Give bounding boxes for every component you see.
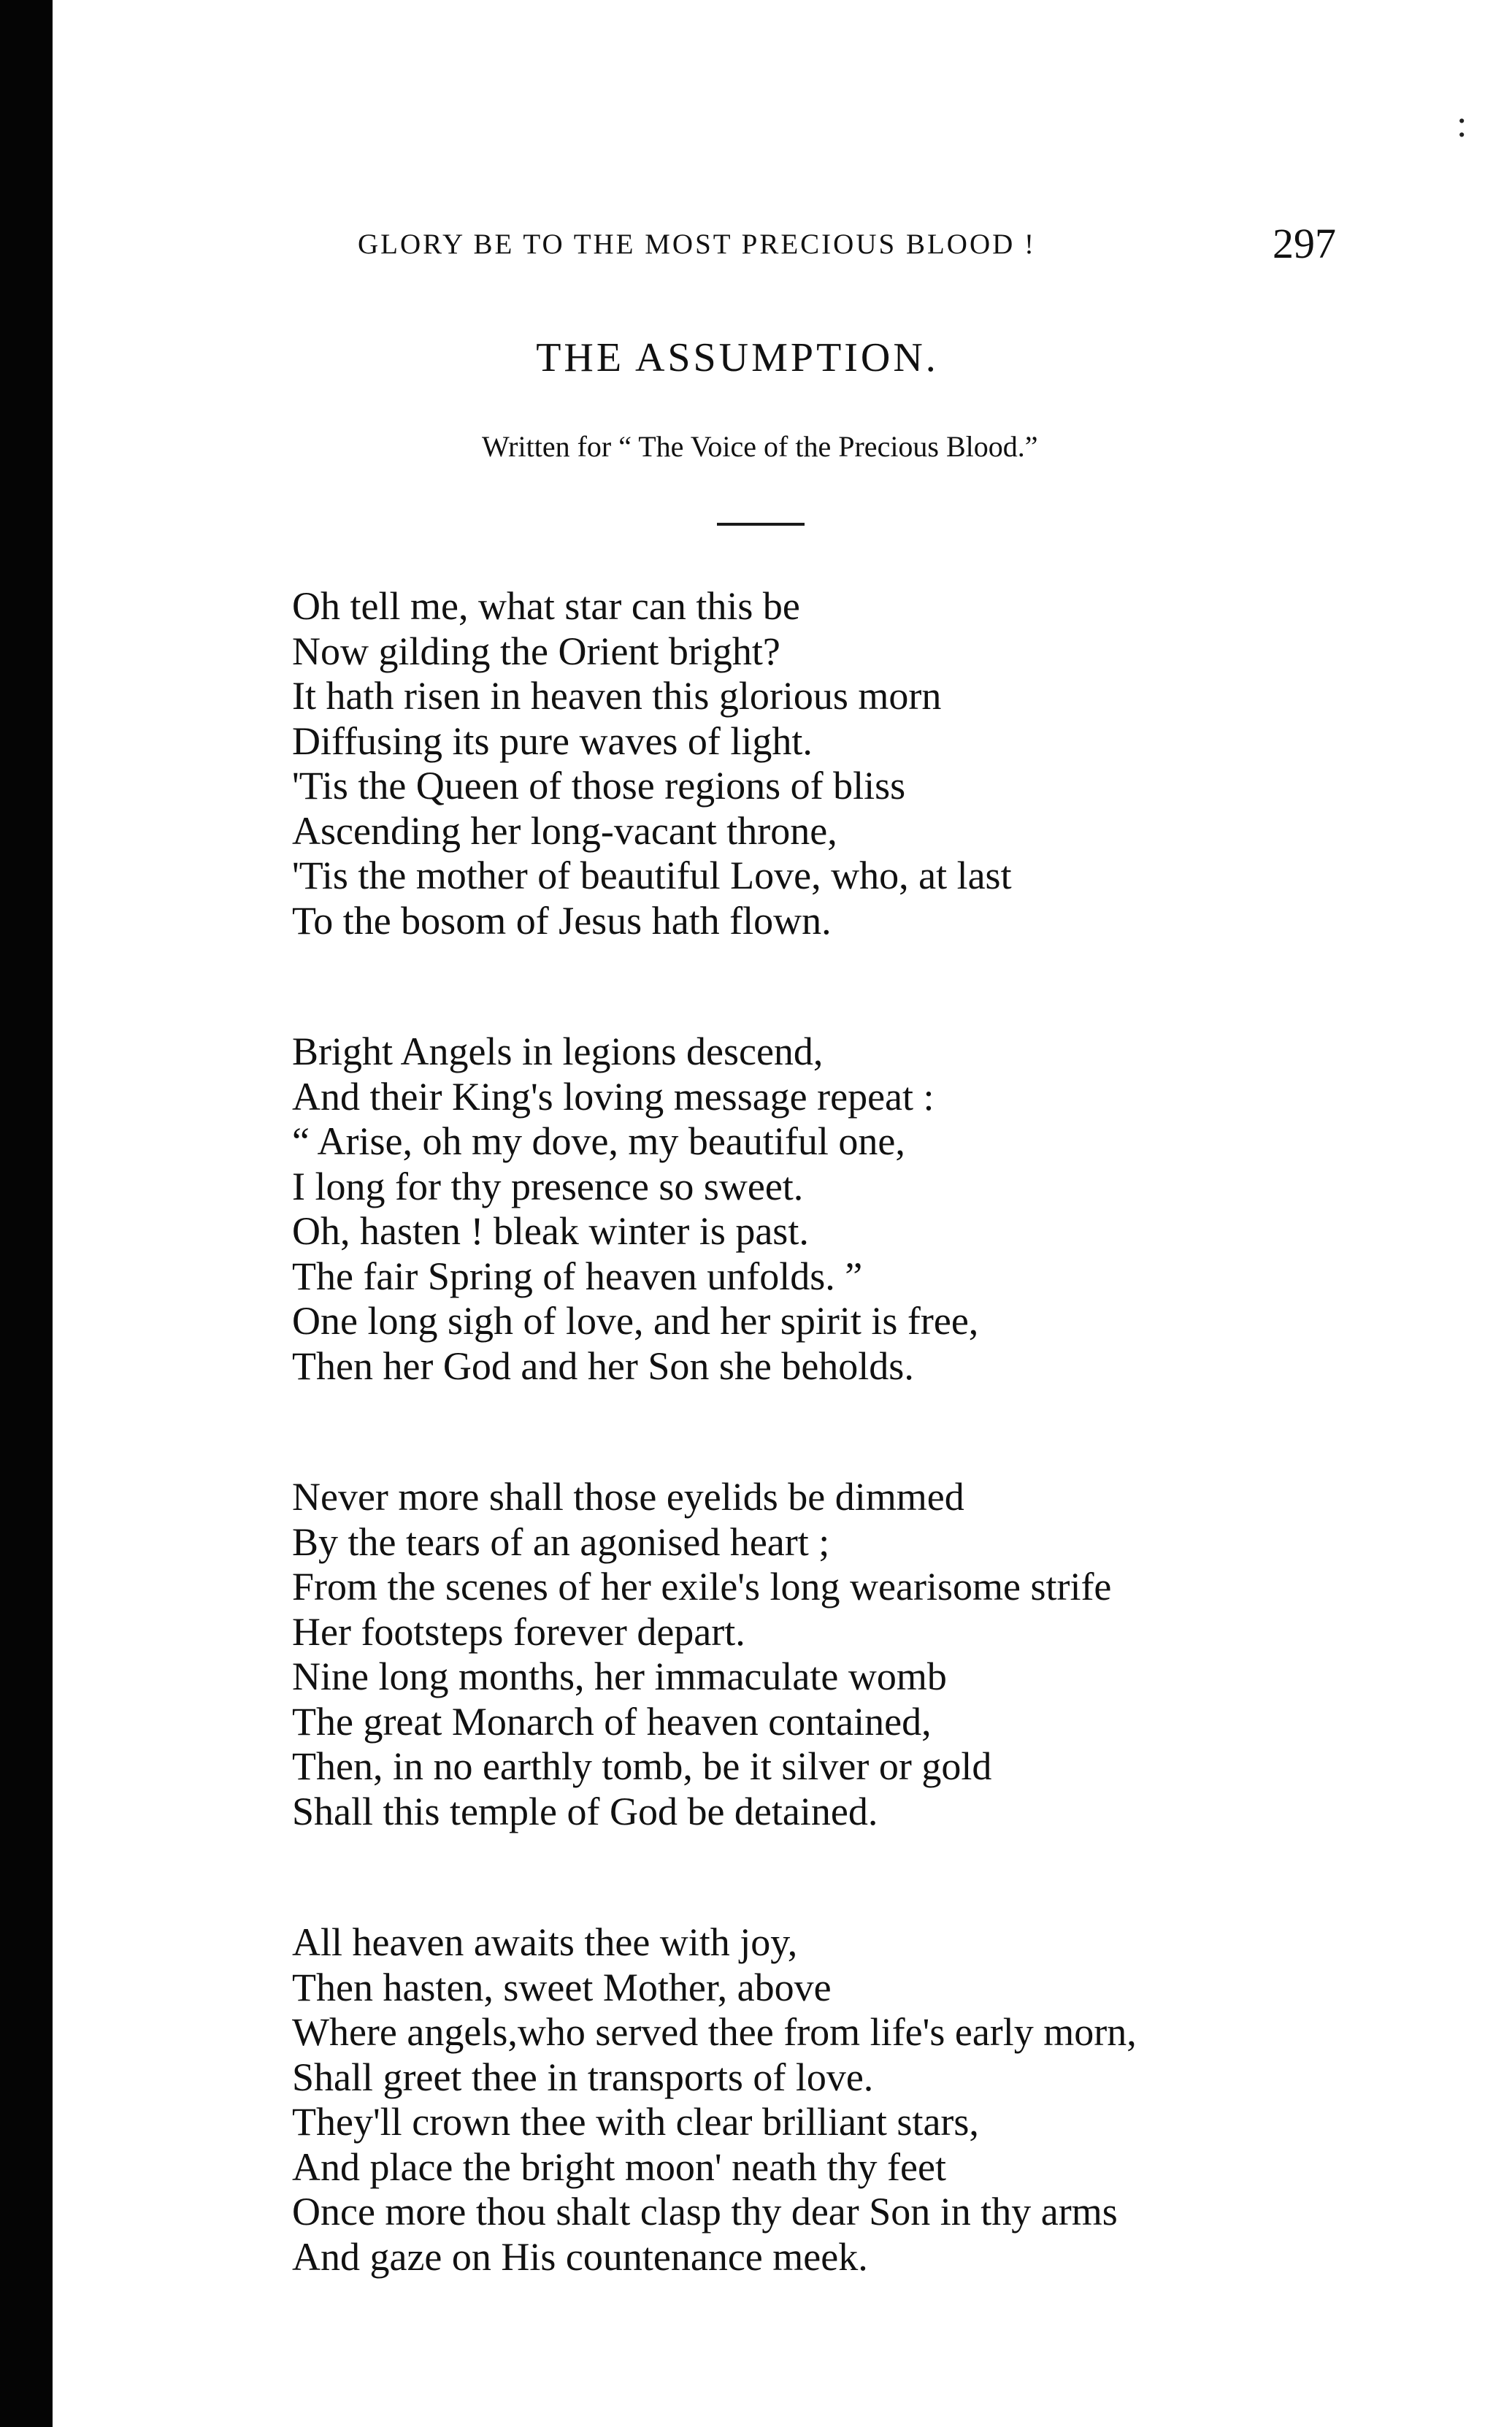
stanza-3 (292, 1475, 1343, 1834)
poem-line: Shall greet thee in transports of love. (292, 2055, 874, 2099)
stanza-2 (292, 1030, 1343, 1389)
book-spine-shadow (0, 0, 53, 2427)
poem-line: Then, in no earthly tomb, be it silver or gold (292, 1744, 992, 1788)
poem-line: “ Arise, oh my dove, my beautiful one, (292, 1119, 905, 1163)
running-head (358, 219, 1336, 277)
poem-line: All heaven awaits thee with joy, (292, 1920, 798, 1964)
poem-line: Then her God and her Son she beholds. (292, 1343, 914, 1388)
poem-line: And place the bright moon' neath thy feet (292, 2144, 946, 2189)
poem-line: To the bosom of Jesus hath flown. (292, 898, 832, 943)
poem-line: Nine long months, her immaculate womb (292, 1655, 947, 1698)
poem-line: Ascending her long-vacant throne, (292, 808, 837, 853)
poem-line: It hath risen in heaven this glorious morn (292, 674, 942, 718)
poem-line: From the scenes of her exile's long wearisome strife (292, 1565, 1112, 1609)
poem-line: Now gilding the Orient bright? (292, 629, 780, 673)
poem-line: Oh tell me, what star can this be (292, 584, 800, 628)
poem-line: They'll crown thee with clear brilliant stars, (292, 2100, 979, 2144)
poem-line: One long sigh of love, and her spirit is free, (292, 1299, 979, 1343)
poem-line: And gaze on His countenance meek. (292, 2234, 868, 2279)
poem-line: Bright Angels in legions descend, (292, 1030, 824, 1073)
poem-title: THE ASSUMPTION. (536, 335, 939, 380)
poem-line: 'Tis the Queen of those regions of bliss (292, 764, 906, 808)
page-number: 297 (1273, 220, 1336, 267)
poem-body (292, 584, 1343, 2366)
poem-line: By the tears of an agonised heart ; (292, 1519, 830, 1564)
poem-line: 'Tis the mother of beautiful Love, who, at last (292, 854, 1012, 897)
title-divider (717, 523, 805, 526)
poem-line: Shall this temple of God be detained. (292, 1789, 878, 1833)
poem-line: Diffusing its pure waves of light. (292, 718, 813, 763)
poem-line: Once more thou shalt clasp thy dear Son in thy arms (292, 2190, 1118, 2234)
poem-line: I long for thy presence so sweet. (292, 1164, 804, 1208)
poem-line: The great Monarch of heaven contained, (292, 1699, 932, 1744)
corner-mark: : (1457, 104, 1467, 145)
stanza-1 (292, 584, 1343, 943)
poem-line: Then hasten, sweet Mother, above (292, 1965, 832, 2009)
poem-line: Oh, hasten ! bleak winter is past. (292, 1209, 809, 1253)
poem-line: And their King's loving message repeat : (292, 1074, 935, 1119)
poem-line: Her footsteps forever depart. (292, 1609, 745, 1654)
poem-subtitle: Written for “ The Voice of the Precious Blood.” (482, 430, 1038, 463)
poem-line: The fair Spring of heaven unfolds. ” (292, 1254, 863, 1298)
running-head-title: GLORY BE TO THE MOST PRECIOUS BLOOD ! (358, 229, 1037, 260)
poem-line: Never more shall those eyelids be dimmed (292, 1475, 964, 1519)
stanza-4 (292, 1920, 1343, 2280)
poem-line: Where angels,who served thee from life's early morn, (292, 2010, 1137, 2054)
